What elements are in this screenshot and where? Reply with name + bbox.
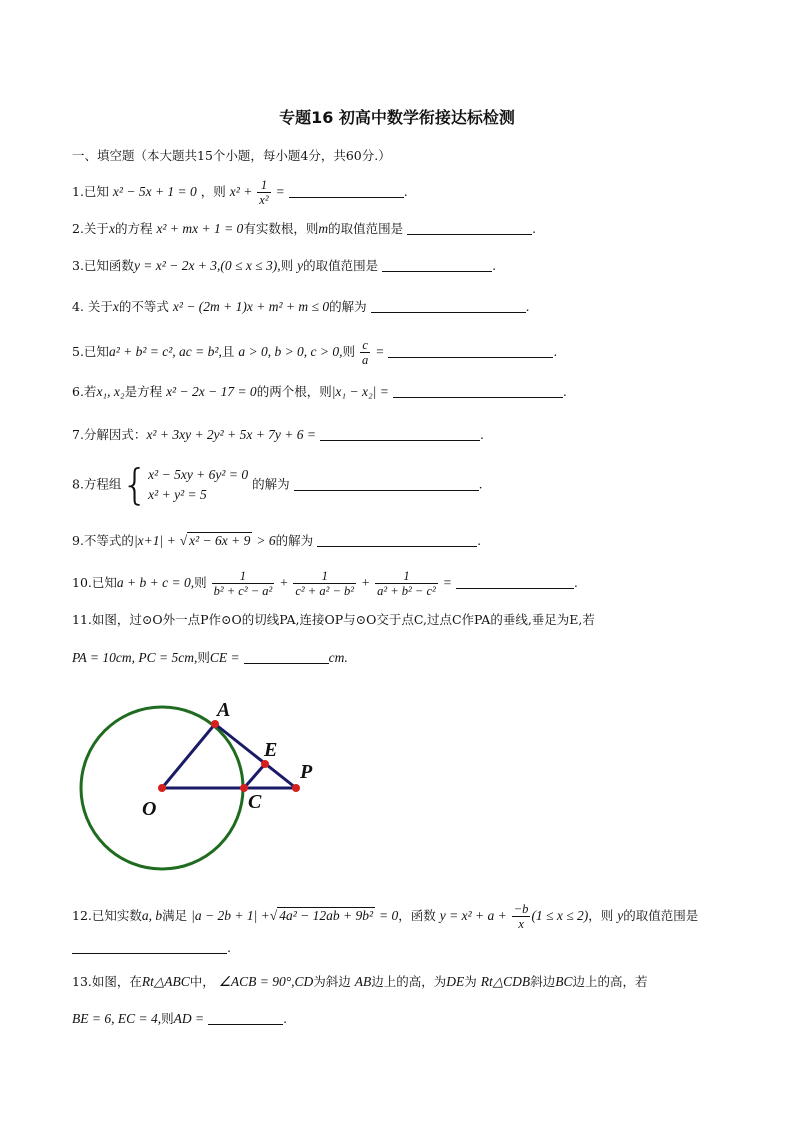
answer-blank[interactable]: [382, 259, 492, 272]
point-e: [261, 760, 269, 768]
answer-blank[interactable]: [294, 478, 479, 491]
point-c: [240, 784, 248, 792]
answer-blank[interactable]: [388, 345, 553, 358]
question-11-cont: PA = 10cm, PC = 5cm,则CE = cm.: [72, 650, 348, 665]
question-7: 7.分解因式：x² + 3xy + 2y² + 5x + 7y + 6 = .: [72, 427, 484, 442]
question-9: 9.不等式的|x+1| + √ x² − 6x + 9 > 6的解为 .: [72, 533, 482, 548]
question-13: 13.如图，在Rt△ABC中， ∠ACB = 90°,CD为斜边 AB边上的高，为DE为 Rt△CDB斜边BC边上的高，若: [72, 974, 648, 989]
segment-ce: [244, 764, 265, 788]
answer-blank[interactable]: [371, 300, 526, 313]
answer-blank[interactable]: [407, 222, 532, 235]
question-12: 12.已知实数a, b满足 |a − 2b + 1| +√ 4a² − 12ab + 9b² = 0，函数 y = x² + a + $\frac{-b}{x}$ (1 ≤ x ≤ 2)，则 y的取值范围是: [72, 902, 699, 931]
segment-oa: [162, 724, 215, 788]
fraction: $\frac{1}{\text{x²}}$: [259, 178, 269, 207]
question-6: 6.若x₁, x₂是方程 x² − 2x − 17 = 0的两个根，则|x₁ − x₂| = .: [72, 384, 567, 399]
answer-blank[interactable]: [244, 651, 329, 664]
question-4: 4. 关于x的不等式 x² − (2m + 1)x + m² + m ≤ 0的解为 .: [72, 299, 530, 314]
question-3: 3.已知函数y = x² − 2x + 3,(0 ≤ x ≤ 3),则 y的取值范围是 .: [72, 258, 497, 273]
answer-blank[interactable]: [208, 1012, 283, 1025]
point-o: [158, 784, 166, 792]
question-12-cont: .: [72, 940, 231, 956]
question-11: 11.如图，过⊙O外一点P作⊙O的切线PA,连接OP与⊙O交于点C,过点C作PA的垂线,垂足为E,若: [72, 612, 595, 627]
question-8: 8.方程组{x² − 5xy + 6y² = 0 x² + y² = 5 的解为 .: [72, 460, 483, 509]
answer-blank[interactable]: [317, 534, 477, 547]
segment-ap: [215, 724, 296, 788]
section-heading: 一、填空题（本大题共15个小题，每小题4分，共60分.）: [72, 148, 391, 163]
answer-blank[interactable]: [320, 428, 480, 441]
answer-blank[interactable]: [393, 385, 563, 398]
answer-blank[interactable]: [289, 185, 404, 198]
point-p: [292, 784, 300, 792]
fraction: $\frac{c}{a}$: [362, 338, 369, 367]
question-1: 1.已知 x² − 5x + 1 = 0 ，则 x² + $\frac{1}{\text{x²}}$ = .: [72, 178, 408, 207]
question-2: 2.关于x的方程 x² + mx + 1 = 0有实数根，则m的取值范围是 .: [72, 221, 537, 236]
question-10: 10.已知a + b + c = 0,则 $\frac{1}{\text{b² + c² − a²}}$ + $\frac{1}{\text{c² + a² − b²}}$ + $\frac{1}{\text{a² + b² − c²}}$ = .: [72, 569, 578, 598]
equation-system: x² − 5xy + 6y² = 0 x² + y² = 5: [148, 467, 249, 502]
brace-icon: {: [121, 460, 149, 509]
answer-blank[interactable]: [456, 576, 574, 589]
point-a: [211, 720, 219, 728]
answer-blank[interactable]: [72, 941, 227, 954]
question-5: 5.已知a² + b² = c², ac = b²,且 a > 0, b > 0, c > 0,则 $\frac{c}{a}$ = .: [72, 338, 558, 367]
label-c: C: [248, 791, 262, 813]
label-p: P: [300, 761, 313, 783]
label-e: E: [264, 739, 278, 761]
page-title: 专题16 初高中数学衔接达标检测: [279, 108, 515, 127]
label-o: O: [142, 798, 157, 820]
geometry-figure: [72, 690, 342, 880]
question-13-cont: BE = 6, EC = 4,则AD = .: [72, 1011, 288, 1026]
label-a: A: [217, 699, 231, 721]
